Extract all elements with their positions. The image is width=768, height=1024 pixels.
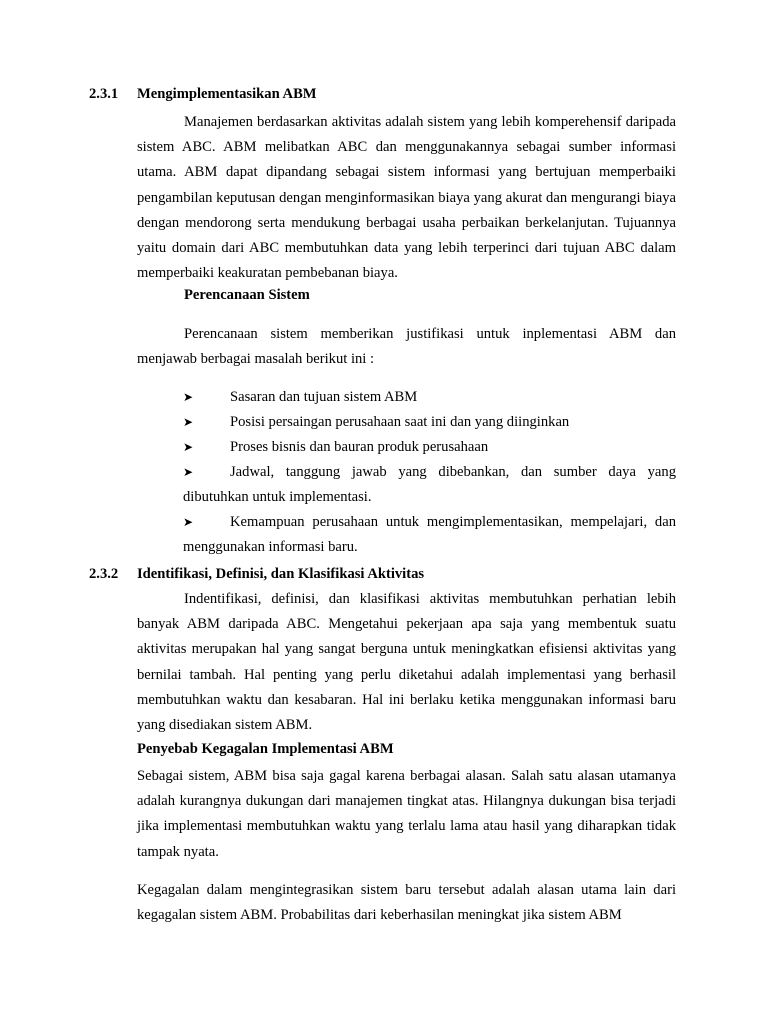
section-title: Identifikasi, Definisi, dan Klasifikasi Aktivitas [137,566,425,582]
subheading-perencanaan-sistem: Perencanaan Sistem [184,287,310,303]
bullet-text: Sasaran dan tujuan sistem ABM [230,389,418,405]
paragraph-text: Manajemen berdasarkan aktivitas adalah sistem yang lebih komperehensif daripada sistem ABC. ABM melibatkan ABC dan menggunakannya sebagai sumber informasi utama. ABM dapat dipandang sebagai sistem informasi yang bertujuan memperbaiki pengambilan keputusan dengan menginformasikan biaya yang akurat dan mengurangi biaya dengan mendorong serta mendukung berbagai usaha perbaikan berkelanjutan. Tujuannya yaitu domain dari ABC membutuhkan data yang lebih terperinci dari tujuan ABC dalam memperbaiki keakuratan pembebanan biaya. [137,114,676,282]
bullet-item [183,385,676,410]
paragraph-text: Indentifikasi, definisi, dan klasifikasi aktivitas membutuhkan perhatian lebih banyak ABM daripada ABC. Mengetahui pekerjaan apa saja yang membentuk suatu aktivitas merupakan hal yang sangat berguna untuk meningkatkan efisiensi aktivitas yang bernilai tambah. Hal penting yang perlu diketahui adalah implementasi yang berhasil membutuhkan waktu dan kesabaran. Hal ini berlaku ketika menggunakan informasi baru yang disediakan sistem ABM. [137,591,676,734]
paragraph-penyebab-1 [137,764,676,865]
paragraph-text: Sebagai sistem, ABM bisa saja gagal karena berbagai alasan. Salah satu alasan utamanya adalah kurangnya dukungan dari manajemen tingkat atas. Hilangnya dukungan bisa terjadi jika implementasi membutuhkan waktu yang terlalu lama atau hasil yang diharapkan tidak tampak nyata. [137,768,676,860]
arrow-right-icon: ➤ [183,390,194,404]
bullet-item [183,435,676,460]
section-number: 2.3.2 [89,566,119,582]
section-heading-2-3-2 [89,566,424,583]
paragraph-text: Perencanaan sistem memberikan justifikasi untuk inplementasi ABM dan menjawab berbagai masalah berikut ini : [137,326,676,368]
section-number: 2.3.1 [89,86,119,102]
bullet-text: Posisi persaingan perusahaan saat ini dan yang diinginkan [230,414,570,430]
paragraph-text: Kegagalan dalam mengintegrasikan sistem baru tersebut adalah alasan utama lain dari kegagalan sistem ABM. Probabilitas dari keberhasilan meningkat jika sistem ABM [137,882,676,924]
paragraph-penyebab-2 [137,878,676,928]
section-title: Mengimplementasikan ABM [137,86,317,102]
paragraph-abm-intro [137,110,676,286]
paragraph-perencanaan [137,322,676,372]
bullet-text: Kemampuan perusahaan untuk mengimplementasikan, mempelajari, dan menggunakan informasi baru. [183,514,676,555]
bullet-item [183,410,676,435]
bullet-text: Jadwal, tanggung jawab yang dibebankan, dan sumber daya yang dibutuhkan untuk implementasi. [183,464,676,505]
paragraph-identifikasi [137,587,676,738]
section-heading-2-3-1 [89,86,317,103]
bullet-text: Proses bisnis dan bauran produk perusahaan [230,439,489,455]
arrow-right-icon: ➤ [183,440,194,454]
subheading-penyebab-kegagalan: Penyebab Kegagalan Implementasi ABM [137,741,394,757]
bullet-item [183,510,676,560]
arrow-right-icon: ➤ [183,465,194,479]
bullet-item [183,460,676,510]
arrow-right-icon: ➤ [183,415,194,429]
arrow-right-icon: ➤ [183,515,194,529]
